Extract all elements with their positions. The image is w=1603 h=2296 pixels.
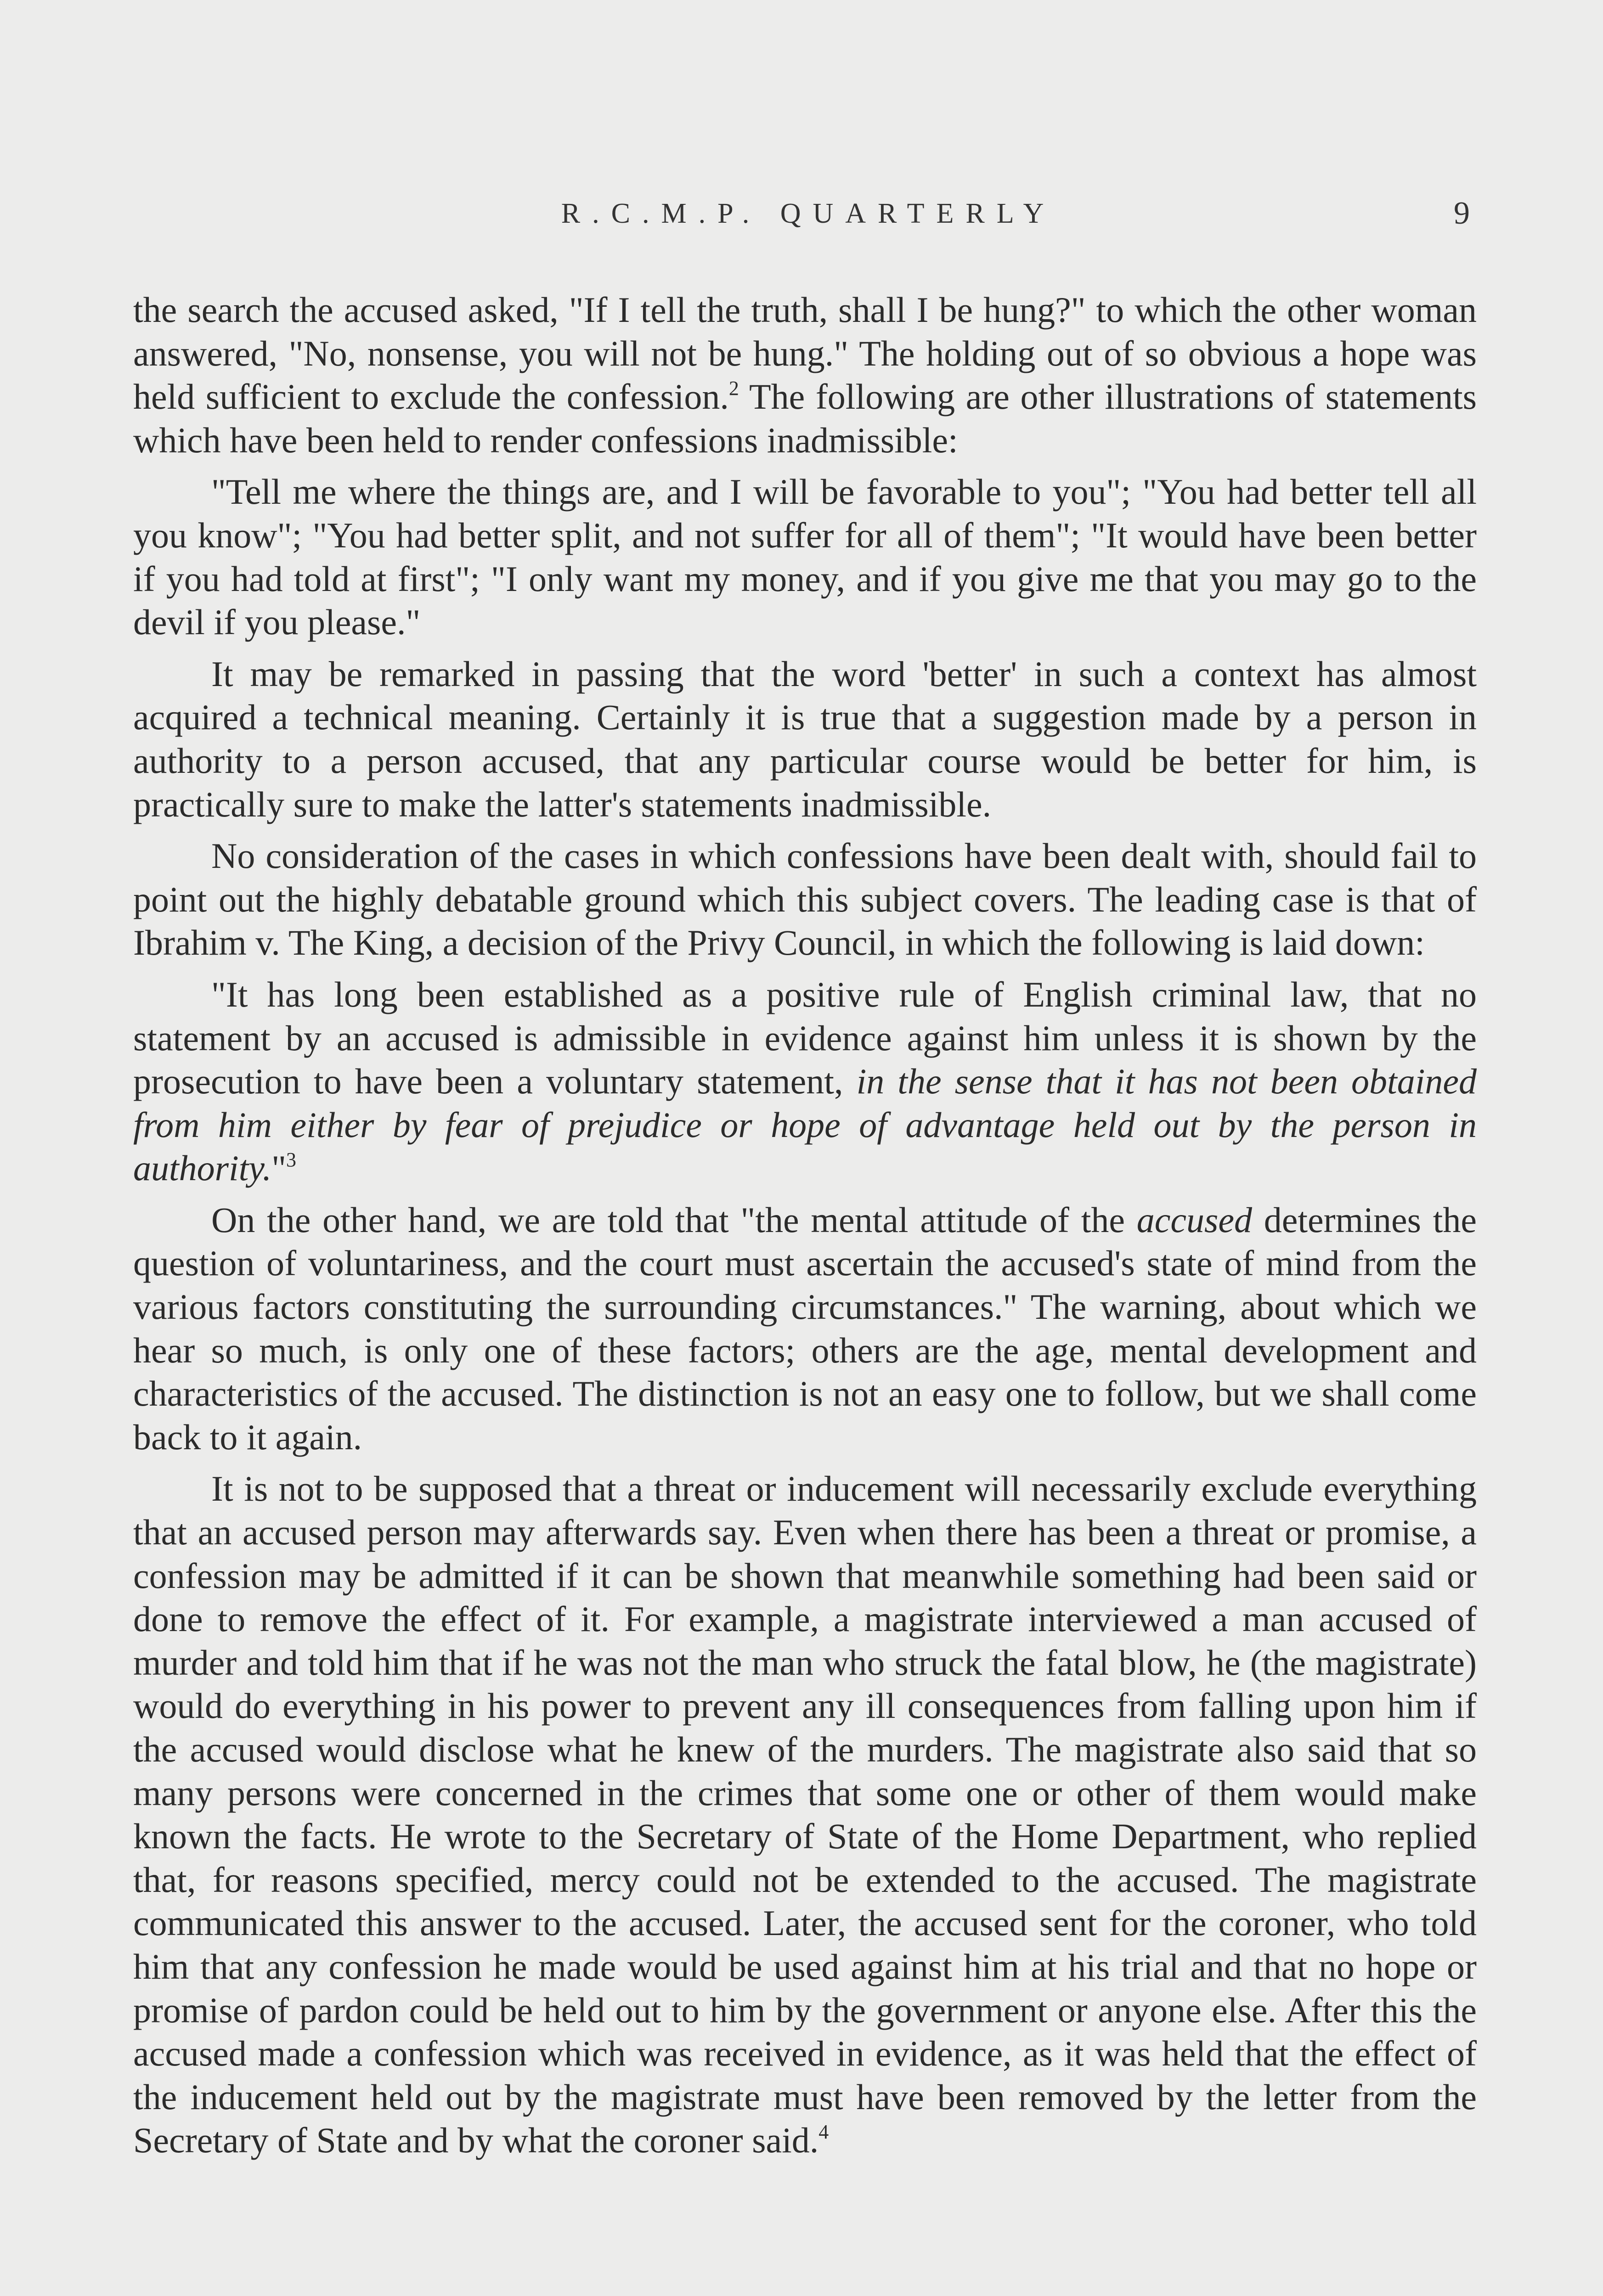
paragraph-4: No consideration of the cases in which confessions have been dealt with, should fail to point out the highly debatable ground which this subject covers. The leading case is that of Ibrahim v. The King, a decision of the Privy Council, in which the following is laid down:	[133, 836, 1477, 963]
paragraph-5-end: "	[271, 1148, 287, 1188]
running-header: R.C.M.P. QUARTERLY	[561, 198, 1056, 229]
paragraph-5-ibrahim-quote	[133, 973, 1477, 1190]
footnote-ref-2: 2	[728, 377, 739, 400]
paragraph-1	[133, 288, 1477, 462]
paragraph-6-text: On the other hand, we are told that "the mental attitude of the	[211, 1199, 1137, 1240]
paragraph-1-tail: The following are other illustrations of statements which have been held to render confessions inadmissible:	[133, 377, 1477, 460]
paragraph-2-quoted-statements: "Tell me where the things are, and I will be favorable to you"; "You had better tell all you know"; "You had better split, and not suffer for all of them"; "It would have been better if you had told at first"; "I only want my money, and if you give me that you may go to the devil if you please."	[133, 472, 1477, 642]
paragraph-3: It may be remarked in passing that the word 'better' in such a context has almost acquired a technical meaning. Certainly it is true that a suggestion made by a person in authority to a person accused, that any particular course would be better for him, is practically sure to make the latter's statements inadmissible.	[133, 653, 1477, 824]
footnote-ref-3: 3	[286, 1148, 297, 1171]
paragraph-1-text: the search the accused asked, "If I tell the truth, shall I be hung?" to which the other woman answered, "No, nonsense, you will not be hung." The holding out of so obvious a hope was held sufficient to exclude the confession.	[133, 290, 1477, 417]
paragraph-7-text: It is not to be supposed that a threat or inducement will necessarily exclude everything that an accused person may afterwards say. Even when there has been a threat or promise, a confession may be admitted if it can be shown that meanwhile something had been said or done to remove the effect of it. For example, a magistrate interviewed a man accused of murder and told him that if he was not the man who struck the fatal blow, he (the magistrate) would do everything in his power to prevent any ill consequences from falling upon him if the accused would disclose what he knew of the murders. The magistrate also said that so many persons were concerned in the crimes that some one or other of them would make known the facts. He wrote to the Secretary of State of the Home Department, who replied that, for reasons specified, mercy could not be extended to the accused. The magistrate communicated this answer to the accused. Later, the accused sent for the coroner, who told him that any confession he made would be used against him at his trial and that no hope or promise of pardon could be held out to him by the government or anyone else. After this the accused made a confession which was received in evidence, as it was held that the effect of the inducement held out by the magistrate must have been removed by the letter from the Secretary of State and by what the coroner said.	[133, 1469, 1477, 2161]
paragraph-6-end: determines the question of voluntariness, and the court must ascertain the accused's state of mind from the various factors constituting the surrounding circumstances." The warning, about which we hear so much, is only one of these factors; others are the age, mental development and characteristics of the accused. The distinction is not an easy one to follow, but we shall come back to it again.	[133, 1199, 1477, 1457]
footnote-ref-4: 4	[818, 2121, 829, 2144]
paragraph-7	[133, 1467, 1477, 2162]
paragraph-6	[133, 1199, 1477, 1459]
article-body	[133, 288, 1477, 2171]
paragraph-5-text: "It has long been established as a positive rule of English criminal law, that no statement by an accused is admissible in evidence against him unless it is shown by the prosecution to have been a voluntary statement,	[133, 974, 1477, 1102]
page-number: 9	[1454, 196, 1470, 231]
paragraph-6-italic: accused	[1136, 1199, 1253, 1240]
paragraph-5-italic: in the sense that it has not been obtained from him either by fear of prejudice or hope of advantage held out by the person in authority.	[133, 1061, 1477, 1188]
